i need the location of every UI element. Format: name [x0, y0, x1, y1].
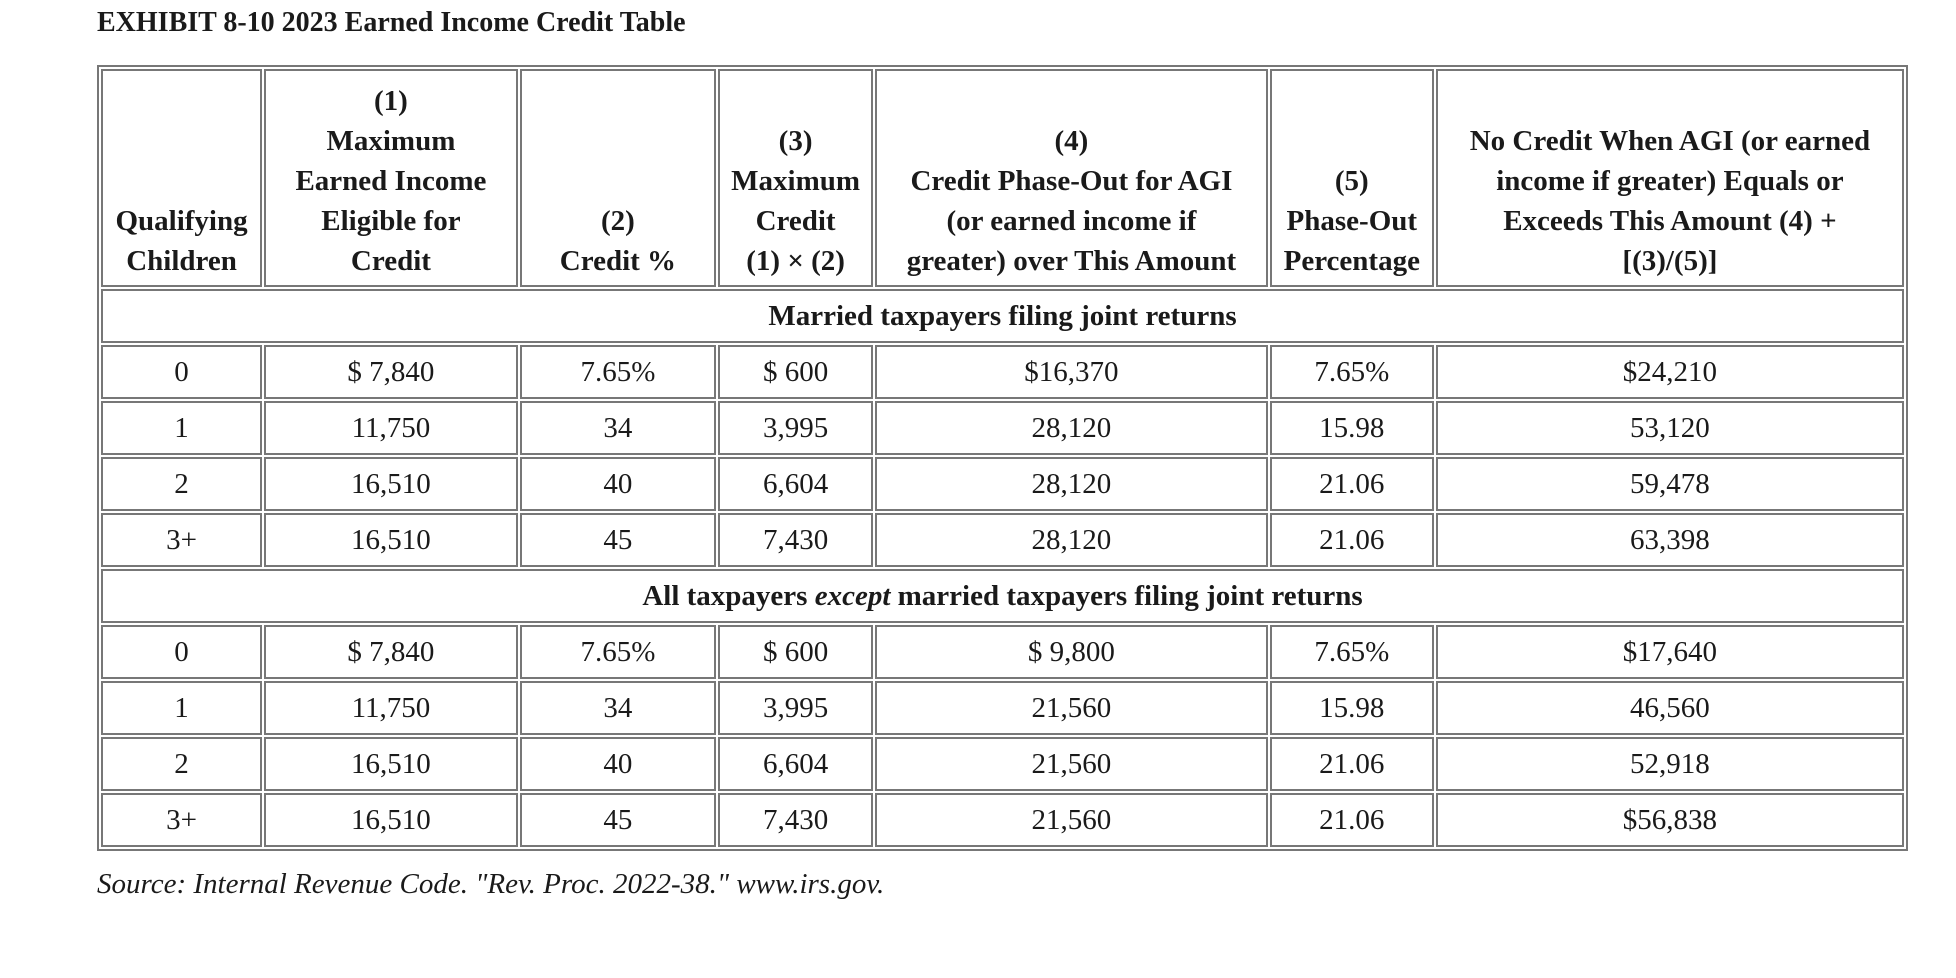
header-row — [101, 69, 1904, 287]
table-cell: 16,510 — [264, 737, 518, 791]
table-cell: 2 — [101, 457, 262, 511]
table-cell: 15.98 — [1270, 681, 1434, 735]
table-cell: 21,560 — [875, 681, 1268, 735]
table-cell: 21,560 — [875, 793, 1268, 847]
table-cell: 34 — [520, 681, 716, 735]
table-cell: 34 — [520, 401, 716, 455]
table-cell: 21.06 — [1270, 513, 1434, 567]
table-row — [101, 737, 1904, 791]
header-max-credit: (3) Maximum Credit (1) × (2) — [718, 69, 873, 287]
table-cell: 7.65% — [520, 345, 716, 399]
table-cell: 45 — [520, 793, 716, 847]
table-cell: 2 — [101, 737, 262, 791]
section-heading-other: All taxpayers except married taxpayers filing joint returns — [101, 569, 1904, 623]
table-cell: 21.06 — [1270, 793, 1434, 847]
header-qualifying-children: Qualifying Children — [101, 69, 262, 287]
table-row — [101, 681, 1904, 735]
table-cell: 0 — [101, 625, 262, 679]
table-cell: 7,430 — [718, 513, 873, 567]
header-credit-percent: (2) Credit % — [520, 69, 716, 287]
table-cell: 21,560 — [875, 737, 1268, 791]
table-cell: 59,478 — [1436, 457, 1904, 511]
table-cell: 3,995 — [718, 401, 873, 455]
table-cell: 28,120 — [875, 457, 1268, 511]
table-cell: $24,210 — [1436, 345, 1904, 399]
earned-income-credit-table — [97, 65, 1908, 851]
header-phase-out-percentage: (5) Phase-Out Percentage — [1270, 69, 1434, 287]
table-cell: 53,120 — [1436, 401, 1904, 455]
table-cell: $16,370 — [875, 345, 1268, 399]
table-cell: $ 9,800 — [875, 625, 1268, 679]
header-no-credit-amount: No Credit When AGI (or earned income if greater) Equals or Exceeds This Amount (4) + [(3)/(5)] — [1436, 69, 1904, 287]
table-row — [101, 625, 1904, 679]
table-cell: 11,750 — [264, 681, 518, 735]
source-note: Source: Internal Revenue Code. "Rev. Proc. 2022-38." www.irs.gov. — [97, 868, 885, 900]
table-cell: 16,510 — [264, 513, 518, 567]
table-cell: 40 — [520, 457, 716, 511]
table-cell: 21.06 — [1270, 457, 1434, 511]
table-row — [101, 345, 1904, 399]
table-cell: 7,430 — [718, 793, 873, 847]
table-row — [101, 513, 1904, 567]
table-cell: $ 600 — [718, 345, 873, 399]
table-cell: $ 7,840 — [264, 345, 518, 399]
table-cell: 16,510 — [264, 457, 518, 511]
table-cell: $56,838 — [1436, 793, 1904, 847]
table-cell: 3+ — [101, 793, 262, 847]
table-cell: 16,510 — [264, 793, 518, 847]
table-cell: 7.65% — [520, 625, 716, 679]
table-cell: 40 — [520, 737, 716, 791]
table-cell: $ 7,840 — [264, 625, 518, 679]
table-cell: 1 — [101, 681, 262, 735]
table-cell: 6,604 — [718, 737, 873, 791]
table-row — [101, 793, 1904, 847]
header-phase-out-threshold: (4) Credit Phase-Out for AGI (or earned income if greater) over This Amount — [875, 69, 1268, 287]
section-row-other — [101, 569, 1904, 623]
table-cell: $17,640 — [1436, 625, 1904, 679]
exhibit-title: EXHIBIT 8-10 2023 Earned Income Credit Table — [97, 7, 686, 38]
table-cell: 7.65% — [1270, 625, 1434, 679]
table-cell: 3+ — [101, 513, 262, 567]
table-cell: 1 — [101, 401, 262, 455]
table-cell: 46,560 — [1436, 681, 1904, 735]
table-cell: 0 — [101, 345, 262, 399]
table-cell: 21.06 — [1270, 737, 1434, 791]
table-cell: 15.98 — [1270, 401, 1434, 455]
table-row — [101, 401, 1904, 455]
table-cell: $ 600 — [718, 625, 873, 679]
section-row-married — [101, 289, 1904, 343]
table-row — [101, 457, 1904, 511]
table-cell: 45 — [520, 513, 716, 567]
table-cell: 63,398 — [1436, 513, 1904, 567]
table-cell: 6,604 — [718, 457, 873, 511]
table-cell: 7.65% — [1270, 345, 1434, 399]
table-cell: 11,750 — [264, 401, 518, 455]
table-cell: 3,995 — [718, 681, 873, 735]
table-cell: 28,120 — [875, 401, 1268, 455]
table-cell: 52,918 — [1436, 737, 1904, 791]
table-cell: 28,120 — [875, 513, 1268, 567]
header-max-earned-income: (1) Maximum Earned Income Eligible for Credit — [264, 69, 518, 287]
section-heading-married: Married taxpayers filing joint returns — [101, 289, 1904, 343]
